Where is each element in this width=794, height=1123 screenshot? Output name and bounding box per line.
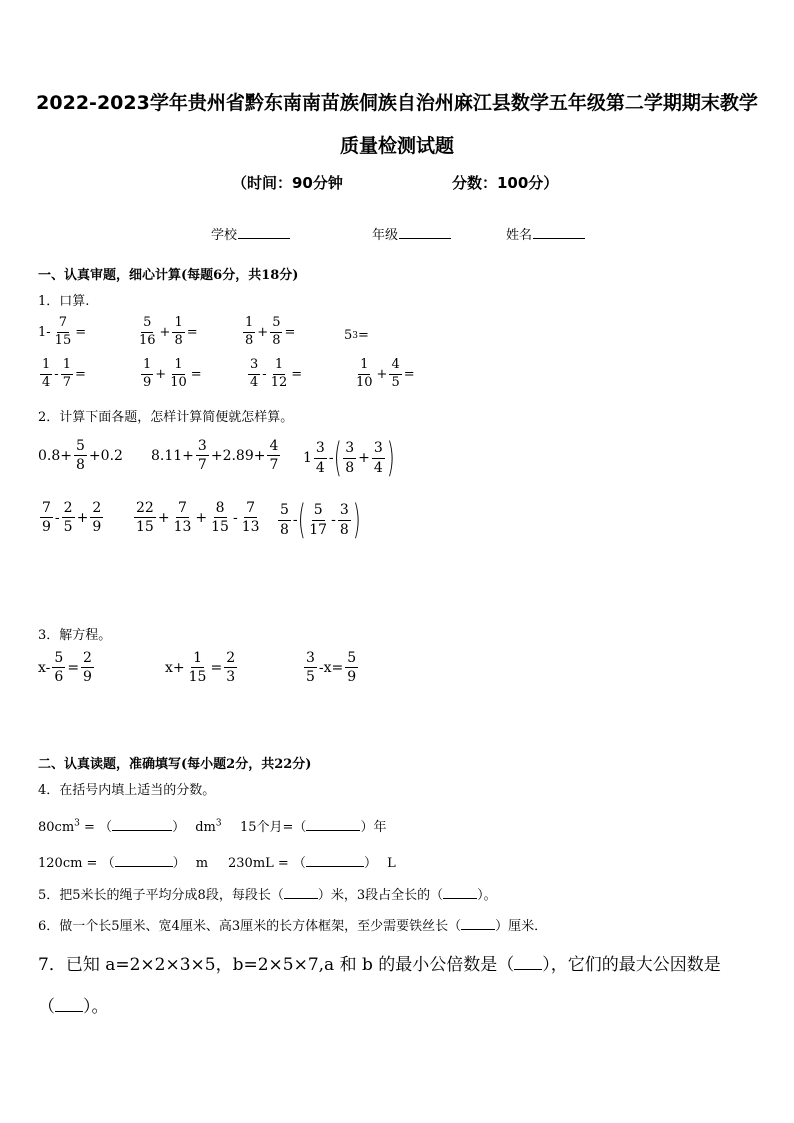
- expr-text: 0.8: [38, 447, 61, 464]
- operator: +: [182, 447, 194, 464]
- q2-label: 2．计算下面各题，怎样计算简便就怎样算。: [38, 410, 294, 425]
- denominator: 9: [143, 374, 152, 390]
- unit-text: L: [387, 856, 396, 871]
- denominator: 4: [42, 374, 51, 390]
- fraction: [269, 358, 290, 391]
- denominator: 15: [188, 669, 207, 686]
- numerator: 5: [141, 316, 153, 333]
- expr-text: ）年: [360, 820, 387, 835]
- numerator: 5: [52, 650, 65, 668]
- fraction: [314, 440, 327, 475]
- denominator: 7: [269, 457, 279, 474]
- denominator: 10: [356, 374, 373, 390]
- denominator: 9: [42, 519, 51, 536]
- operator: =: [67, 659, 80, 676]
- denominator: 10: [170, 374, 187, 390]
- denominator: 16: [139, 332, 156, 348]
- expr-text: 1-: [38, 324, 51, 340]
- q4c: [38, 852, 208, 871]
- operator: -: [54, 366, 59, 382]
- exponent: 3: [215, 818, 222, 829]
- expr-text: 120cm = （: [38, 856, 115, 871]
- numerator: 8: [214, 500, 227, 518]
- question-text: ），它们的最大公因数是: [542, 955, 721, 975]
- denominator: 9: [83, 669, 92, 686]
- fraction: [74, 438, 87, 473]
- right-paren: ): [352, 497, 361, 543]
- unit-text: m: [195, 856, 209, 871]
- numerator: 1: [172, 358, 184, 375]
- numerator: 5: [278, 502, 291, 520]
- q1-expr: [139, 358, 202, 391]
- expr-text: 0.2: [100, 447, 123, 464]
- fraction: [307, 502, 329, 537]
- answer-blank[interactable]: [112, 830, 172, 831]
- exam-time: （时间：90分钟: [232, 174, 343, 192]
- q5: [38, 884, 497, 903]
- fraction: [345, 650, 358, 685]
- question-text: ）。: [477, 888, 497, 903]
- operator: =: [210, 659, 223, 676]
- operator: +: [253, 447, 266, 464]
- fraction: [40, 500, 53, 535]
- numerator: 1: [141, 358, 153, 375]
- denominator: 8: [339, 521, 349, 538]
- fraction: [240, 500, 262, 535]
- denominator: 4: [315, 459, 325, 476]
- answer-blank[interactable]: [55, 1011, 83, 1012]
- operator: +: [195, 509, 208, 526]
- denominator: 3: [226, 669, 236, 686]
- expr-text: 80cm: [38, 820, 75, 835]
- fraction: [196, 438, 209, 473]
- numerator: 3: [343, 440, 356, 458]
- question-text: 7．已知 a=2×2×3×5，b=2×5×7,a 和 b 的最小公倍数是（: [38, 955, 515, 975]
- fraction: [172, 316, 184, 349]
- denominator: 8: [76, 457, 85, 474]
- q1-expr: [344, 328, 369, 343]
- numerator: 7: [244, 500, 257, 518]
- numerator: 1: [243, 316, 255, 333]
- expr-text: x+: [165, 659, 185, 676]
- numerator: 7: [176, 500, 189, 518]
- numerator: 22: [134, 500, 156, 518]
- numerator: 1: [191, 650, 204, 668]
- denominator: 9: [347, 669, 357, 686]
- expr-text: ）: [172, 856, 186, 871]
- question-text: （: [38, 997, 55, 1017]
- operator: +: [159, 324, 171, 340]
- denominator: 9: [92, 519, 102, 536]
- left-paren: (: [297, 497, 306, 543]
- operator: +: [358, 450, 370, 466]
- operator: +: [257, 324, 269, 340]
- q1-expr: [246, 358, 302, 391]
- numerator: 2: [62, 500, 75, 518]
- fraction: [278, 502, 291, 537]
- q4d: [228, 852, 396, 871]
- fraction: [61, 358, 73, 391]
- expr-text: = （: [79, 820, 113, 835]
- denominator: 4: [373, 459, 383, 476]
- numerator: 5: [270, 316, 282, 333]
- question-text: ）米，3段占全长的（: [317, 888, 444, 903]
- name-field[interactable]: [506, 224, 585, 243]
- q2-expr: [38, 438, 123, 473]
- numerator: 2: [224, 650, 237, 668]
- fraction: [137, 316, 158, 349]
- numerator: 5: [312, 502, 325, 520]
- denominator: 6: [54, 669, 64, 686]
- q1-expr: [352, 358, 415, 391]
- question-text: 6．做一个长5厘米、宽4厘米、高3厘米的长方体框架，至少需要铁丝长（: [38, 919, 462, 934]
- fraction: [134, 500, 156, 535]
- fraction: [90, 500, 103, 535]
- answer-blank[interactable]: [306, 866, 364, 867]
- fraction: [343, 440, 356, 475]
- numerator: 3: [304, 650, 317, 668]
- name-label: 姓名: [506, 228, 533, 243]
- q2-expr: [132, 500, 264, 535]
- grade-field[interactable]: [372, 224, 451, 243]
- numerator: 4: [389, 358, 401, 375]
- denominator: 7: [197, 457, 207, 474]
- expr-text: x-: [38, 659, 51, 676]
- expr-text: =: [403, 366, 415, 382]
- denominator: 8: [272, 332, 281, 348]
- q3-label: 3．解方程。: [38, 628, 112, 643]
- expr-text: 15个月=（: [240, 820, 307, 835]
- expr-text: =: [186, 324, 198, 340]
- denominator: 4: [250, 374, 259, 390]
- fraction: [62, 500, 75, 535]
- numerator: 7: [40, 500, 53, 518]
- question-text: ）。: [83, 997, 109, 1017]
- denominator: 8: [245, 332, 254, 348]
- page-title-line1: 2022-2023学年贵州省黔东南南苗族侗族自治州麻江县数学五年级第二学期期末教学: [36, 92, 758, 114]
- fraction: [248, 358, 260, 391]
- q2-expr: [276, 497, 361, 543]
- denominator: 15: [54, 332, 72, 348]
- expr-text: ）: [172, 820, 186, 835]
- right-paren: ): [386, 435, 395, 481]
- denominator: 12: [270, 374, 288, 390]
- q4a: [38, 816, 222, 835]
- numerator: 2: [81, 650, 94, 668]
- denominator: 8: [174, 332, 183, 348]
- numerator: 3: [196, 438, 209, 456]
- question-text: 5．把5米长的绳子平均分成8段，每段长（: [38, 888, 284, 903]
- operator: +: [60, 447, 72, 464]
- operator: -: [54, 509, 60, 526]
- fraction: [40, 358, 52, 391]
- q1-expr: [135, 316, 198, 349]
- q7-line2: [38, 992, 109, 1017]
- numerator: 3: [338, 502, 351, 520]
- denominator: 5: [63, 519, 73, 536]
- denominator: 17: [309, 521, 328, 538]
- expr-text: =: [291, 366, 303, 382]
- fraction: [267, 438, 280, 473]
- operator: +: [76, 509, 89, 526]
- fraction: [224, 650, 237, 685]
- fraction: [53, 316, 74, 349]
- q2-expr: [151, 438, 282, 473]
- numerator: 1: [61, 358, 73, 375]
- operator: -: [232, 509, 238, 526]
- q6: [38, 915, 547, 934]
- answer-blank[interactable]: [461, 929, 495, 930]
- name-blank[interactable]: [533, 226, 585, 239]
- unit-text: dm: [195, 820, 216, 835]
- exam-score: 分数：100分）: [452, 174, 559, 192]
- fraction: [81, 650, 94, 685]
- fraction: [168, 358, 189, 391]
- numerator: 1: [273, 358, 285, 375]
- question-text: ）厘米．: [495, 919, 548, 934]
- fraction: [372, 440, 385, 475]
- numerator: 3: [372, 440, 385, 458]
- school-label: 学校: [211, 228, 238, 243]
- q3-expr: [165, 650, 239, 685]
- fraction: [304, 650, 317, 685]
- q1-label: 1．口算.: [38, 294, 90, 309]
- answer-blank[interactable]: [443, 898, 477, 899]
- operator: +: [157, 509, 170, 526]
- expr-text: =: [74, 366, 86, 382]
- expr-text: -x=: [318, 659, 344, 676]
- q1-expr: [38, 316, 86, 349]
- numerator: 1: [358, 358, 370, 375]
- denominator: 15: [211, 519, 229, 536]
- numerator: 2: [90, 500, 103, 518]
- numerator: 7: [57, 316, 69, 333]
- operator: -: [331, 512, 336, 528]
- q3-expr: [38, 650, 96, 685]
- q4-label: 4．在括号内填上适当的分数。: [38, 783, 216, 798]
- fraction: [338, 502, 351, 537]
- numerator: 3: [314, 440, 327, 458]
- school-field[interactable]: [211, 224, 290, 243]
- fraction: [187, 650, 209, 685]
- fraction: [52, 650, 65, 685]
- expr-text: 5: [344, 328, 353, 343]
- denominator: 5: [391, 374, 400, 390]
- q1-expr: [241, 316, 295, 349]
- expr-text: =: [358, 328, 369, 343]
- denominator: 15: [136, 519, 154, 536]
- q7-line1: [38, 950, 721, 975]
- school-blank[interactable]: [238, 226, 290, 239]
- numerator: 4: [267, 438, 280, 456]
- denominator: 13: [241, 519, 260, 536]
- operator: -: [262, 366, 267, 382]
- operator: +: [155, 366, 167, 382]
- denominator: 13: [173, 519, 192, 536]
- section1-heading: 一、认真审题，细心计算(每题6分，共18分): [38, 268, 299, 283]
- section2-heading: 二、认真读题，准确填写(每小题2分，共22分): [38, 757, 312, 772]
- fraction: [209, 500, 231, 535]
- grade-blank[interactable]: [399, 226, 451, 239]
- expr-text: =: [190, 366, 202, 382]
- expr-text: 8.11: [151, 447, 183, 464]
- answer-blank[interactable]: [306, 830, 360, 831]
- q2-expr: [303, 435, 395, 481]
- expr-text: 2.89: [222, 447, 254, 464]
- expr-text: 230mL = （: [228, 856, 306, 871]
- operator: +: [210, 447, 223, 464]
- left-paren: (: [333, 435, 342, 481]
- numerator: 1: [40, 358, 52, 375]
- fraction: [270, 316, 282, 349]
- answer-blank[interactable]: [284, 898, 318, 899]
- numerator: 5: [74, 438, 87, 456]
- numerator: 3: [248, 358, 260, 375]
- fraction: [389, 358, 401, 391]
- q4b: [240, 816, 386, 835]
- expr-text: =: [75, 324, 87, 340]
- operator: +: [376, 366, 388, 382]
- operator: +: [88, 447, 101, 464]
- exponent: 3: [74, 818, 80, 829]
- fraction: [243, 316, 255, 349]
- q2-expr: [38, 500, 105, 535]
- q1-expr: [38, 358, 86, 391]
- fraction: [172, 500, 194, 535]
- fraction: [354, 358, 375, 391]
- expr-text: ）: [363, 856, 377, 871]
- answer-blank[interactable]: [115, 866, 173, 867]
- numerator: 5: [345, 650, 358, 668]
- denominator: 5: [306, 669, 315, 686]
- expr-text: =: [284, 324, 296, 340]
- operator: -: [292, 512, 298, 528]
- denominator: 7: [62, 374, 71, 390]
- answer-blank[interactable]: [514, 969, 542, 970]
- numerator: 1: [172, 316, 184, 333]
- page-title-line2: 质量检测试题: [339, 135, 454, 157]
- denominator: 8: [345, 459, 355, 476]
- q3-expr: [302, 650, 360, 685]
- denominator: 8: [280, 521, 289, 538]
- expr-text: 1: [303, 450, 312, 466]
- exponent: 3: [352, 330, 359, 341]
- fraction: [141, 358, 153, 391]
- operator: -: [328, 450, 334, 466]
- grade-label: 年级: [372, 228, 399, 243]
